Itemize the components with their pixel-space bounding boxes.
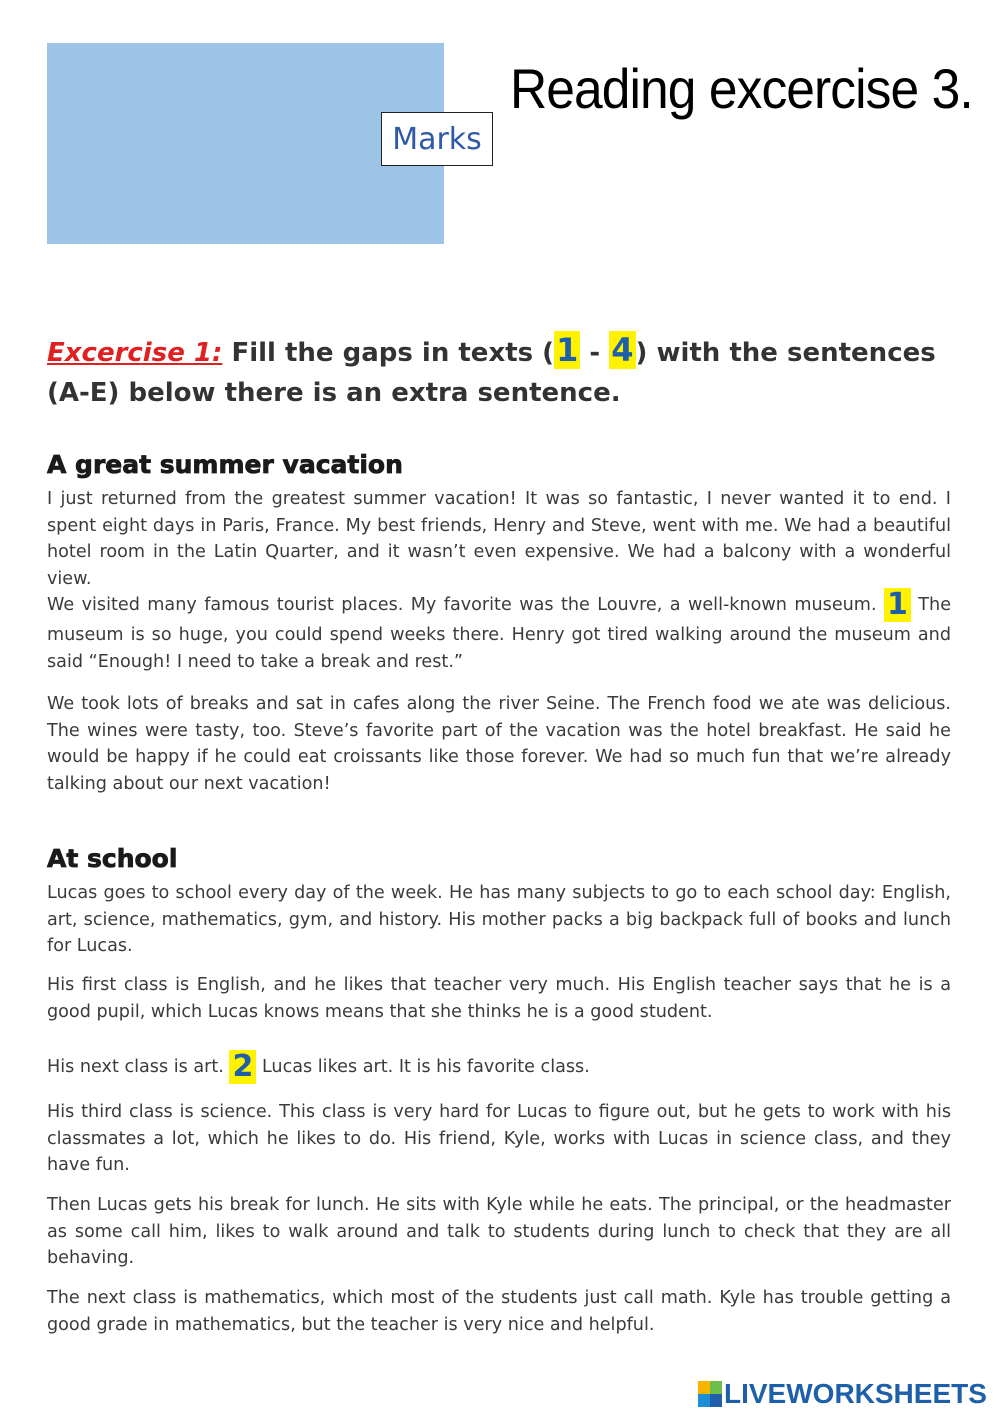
vacation-paragraph-1: I just returned from the greatest summer vacation! It was so fantastic, I never wanted it to end. I spent eight days in Paris, France. My best friends, Henry and Steve, went with me. We had a beautiful hotel room in the Latin Quarter, and it wasn’t even expensive. We had a balcony with a wonderful view.: [47, 489, 951, 589]
page-title: Reading excercise 3.: [510, 57, 973, 120]
exercise-instruction: [47, 330, 957, 413]
liveworksheets-logo: [698, 1376, 987, 1412]
school-p3-before: His next class is art.: [47, 1057, 224, 1077]
logo-text: LIVEWORKSHEETS: [724, 1378, 987, 1409]
vacation-p2-after: The museum is so huge, you could spend weeks there. Henry got tired walking around the museum and said “Enough! I need to take a break and rest.”: [47, 595, 952, 672]
school-paragraph-2: His first class is English, and he likes that teacher very much. His English teacher says that he is a good pupil, which Lucas knows means that she thinks he is a good student.: [47, 975, 951, 1022]
exercise-label: Excercise 1:: [47, 338, 223, 368]
section-heading-vacation: A great summer vacation: [47, 450, 403, 479]
instruction-text-part2: ) with the sentences (A-E) below there is an extra sentence.: [47, 338, 936, 408]
school-paragraph-5: Then Lucas gets his break for lunch. He sits with Kyle while he eats. The principal, or the headmaster as some call him, likes to walk around and talk to students during lunch to check that they are all behaving.: [47, 1195, 951, 1268]
liveworksheets-logo-icon: [698, 1381, 722, 1407]
instruction-text-part1: Fill the gaps in texts (: [231, 338, 555, 368]
school-paragraph-4: His third class is science. This class is very hard for Lucas to figure out, but he gets to work with his classmates a lot, which he likes to do. His friend, Kyle, works with Lucas in science class, and they have fun.: [47, 1102, 951, 1175]
school-paragraph-1: Lucas goes to school every day of the week. He has many subjects to go to each school day: English, art, science, mathematics, gym, and history. His mother packs a big backpack full of books and lunch for Lucas.: [47, 883, 951, 956]
gap-1[interactable]: 1: [884, 588, 911, 622]
school-paragraph-6: The next class is mathematics, which most of the students just call math. Kyle has trouble getting a good grade in mathematics, but the teacher is very nice and helpful.: [47, 1288, 951, 1335]
section-heading-school: At school: [47, 844, 178, 873]
vacation-paragraph-3: We took lots of breaks and sat in cafes along the river Seine. The French food we ate was delicious. The wines were tasty, too. Steve’s favorite part of the vacation was the hotel breakfast. He said he would be happy if he could eat croissants like those forever. We had so much fun that we’re already talking about our next vacation!: [47, 694, 951, 794]
marks-label: Marks: [381, 112, 493, 166]
vacation-paragraph-2: [47, 588, 951, 675]
instruction-separator: -: [589, 338, 601, 368]
gap-2[interactable]: 2: [229, 1050, 256, 1084]
school-paragraph-3: [47, 1050, 951, 1084]
school-p3-after: Lucas likes art. It is his favorite class.: [261, 1057, 590, 1077]
vacation-p2-before: We visited many famous tourist places. My favorite was the Louvre, a well-known museum.: [47, 595, 877, 615]
gap-range-start: 1: [556, 331, 579, 369]
gap-range-end: 4: [611, 331, 634, 369]
